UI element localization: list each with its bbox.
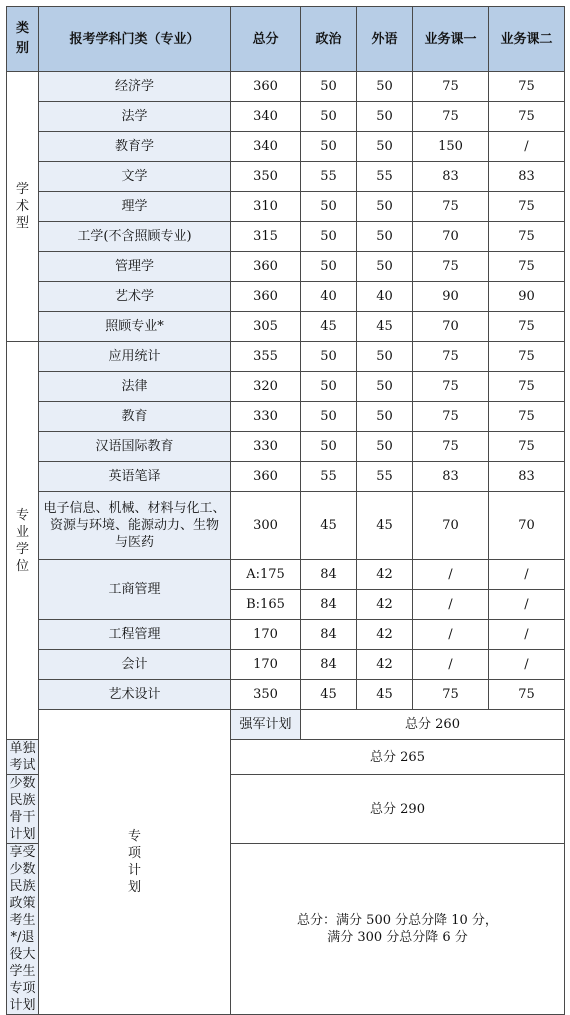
politics-cell: 84 bbox=[301, 590, 357, 620]
politics-cell: 45 bbox=[301, 312, 357, 342]
course1-cell: 75 bbox=[413, 252, 489, 282]
subject-line: 役大学生专项计划 bbox=[9, 947, 36, 1013]
politics-cell: 50 bbox=[301, 372, 357, 402]
politics-cell: 50 bbox=[301, 432, 357, 462]
table-row bbox=[7, 132, 565, 162]
foreign-cell: 50 bbox=[357, 402, 413, 432]
course1-cell: / bbox=[413, 620, 489, 650]
politics-cell: 55 bbox=[301, 462, 357, 492]
subject-cell: 应用统计 bbox=[39, 342, 231, 372]
foreign-cell: 45 bbox=[357, 312, 413, 342]
course1-cell: 90 bbox=[413, 282, 489, 312]
course2-cell: / bbox=[489, 590, 565, 620]
header-politics: 政治 bbox=[301, 7, 357, 72]
foreign-cell: 42 bbox=[357, 560, 413, 590]
subject-cell: 艺术学 bbox=[39, 282, 231, 312]
table-row bbox=[7, 192, 565, 222]
total-cell: 340 bbox=[231, 102, 301, 132]
foreign-cell: 45 bbox=[357, 680, 413, 710]
table-row bbox=[7, 462, 565, 492]
header-category: 类别 bbox=[7, 7, 39, 72]
course1-cell: 70 bbox=[413, 222, 489, 252]
subject-cell: 照顾专业* bbox=[39, 312, 231, 342]
course1-cell: 75 bbox=[413, 72, 489, 102]
course1-cell: / bbox=[413, 590, 489, 620]
header-foreign-language: 外语 bbox=[357, 7, 413, 72]
total-cell: 320 bbox=[231, 372, 301, 402]
subject-line: 电子信息、机械、材料与化工、 bbox=[43, 501, 226, 516]
table-row bbox=[7, 492, 565, 560]
table-row bbox=[7, 402, 565, 432]
course2-cell: 75 bbox=[489, 342, 565, 372]
category-special: 专项计划 bbox=[39, 710, 231, 1015]
politics-cell: 84 bbox=[301, 650, 357, 680]
politics-cell: 50 bbox=[301, 192, 357, 222]
foreign-cell: 50 bbox=[357, 222, 413, 252]
table-row bbox=[7, 620, 565, 650]
subject-cell: 理学 bbox=[39, 192, 231, 222]
total-cell: 360 bbox=[231, 462, 301, 492]
course1-cell: 83 bbox=[413, 462, 489, 492]
course1-cell: 75 bbox=[413, 432, 489, 462]
foreign-cell: 50 bbox=[357, 132, 413, 162]
table-row bbox=[7, 560, 565, 590]
total-cell: 310 bbox=[231, 192, 301, 222]
foreign-cell: 50 bbox=[357, 432, 413, 462]
course2-cell: 75 bbox=[489, 102, 565, 132]
course1-cell: 70 bbox=[413, 312, 489, 342]
politics-cell: 50 bbox=[301, 72, 357, 102]
course2-cell: / bbox=[489, 560, 565, 590]
course2-cell: / bbox=[489, 132, 565, 162]
subject-cell: 法学 bbox=[39, 102, 231, 132]
total-cell: 315 bbox=[231, 222, 301, 252]
course1-cell: 150 bbox=[413, 132, 489, 162]
course2-cell: 75 bbox=[489, 192, 565, 222]
table-row bbox=[7, 432, 565, 462]
note-line: 总分：满分 500 分总分降 10 分， bbox=[297, 913, 498, 928]
politics-cell: 50 bbox=[301, 252, 357, 282]
subject-cell: 法律 bbox=[39, 372, 231, 402]
course2-cell: 75 bbox=[489, 372, 565, 402]
subject-cell: 工学(不含照顾专业) bbox=[39, 222, 231, 252]
course2-cell: / bbox=[489, 620, 565, 650]
total-cell: B:165 bbox=[231, 590, 301, 620]
foreign-cell: 50 bbox=[357, 72, 413, 102]
course2-cell: 90 bbox=[489, 282, 565, 312]
total-cell: 350 bbox=[231, 680, 301, 710]
course1-cell: 83 bbox=[413, 162, 489, 192]
foreign-cell: 50 bbox=[357, 342, 413, 372]
subject-cell: 单独考试 bbox=[7, 740, 39, 775]
course1-cell: 75 bbox=[413, 102, 489, 132]
category-academic: 学术型 bbox=[7, 72, 39, 342]
course2-cell: 75 bbox=[489, 72, 565, 102]
politics-cell: 45 bbox=[301, 492, 357, 560]
course1-cell: 75 bbox=[413, 372, 489, 402]
course2-cell: 75 bbox=[489, 312, 565, 342]
subject-cell-engineering bbox=[39, 492, 231, 560]
table-row bbox=[7, 282, 565, 312]
header-total: 总分 bbox=[231, 7, 301, 72]
course1-cell: 75 bbox=[413, 342, 489, 372]
course1-cell: 75 bbox=[413, 192, 489, 222]
subject-cell: 艺术设计 bbox=[39, 680, 231, 710]
total-cell: 330 bbox=[231, 402, 301, 432]
total-cell: 360 bbox=[231, 252, 301, 282]
subject-line: 与医药 bbox=[114, 535, 154, 550]
course1-cell: 70 bbox=[413, 492, 489, 560]
foreign-cell: 42 bbox=[357, 650, 413, 680]
total-cell: 170 bbox=[231, 650, 301, 680]
course1-cell: / bbox=[413, 560, 489, 590]
politics-cell: 50 bbox=[301, 102, 357, 132]
foreign-cell: 50 bbox=[357, 192, 413, 222]
subject-cell: 汉语国际教育 bbox=[39, 432, 231, 462]
total-cell: A:175 bbox=[231, 560, 301, 590]
foreign-cell: 42 bbox=[357, 590, 413, 620]
course2-cell: 75 bbox=[489, 222, 565, 252]
header-course-1: 业务课一 bbox=[413, 7, 489, 72]
politics-cell: 50 bbox=[301, 402, 357, 432]
header-subject: 报考学科门类（专业） bbox=[39, 7, 231, 72]
total-cell: 305 bbox=[231, 312, 301, 342]
politics-cell: 84 bbox=[301, 560, 357, 590]
course2-cell: / bbox=[489, 650, 565, 680]
note-cell: 总分 265 bbox=[231, 740, 565, 775]
foreign-cell: 50 bbox=[357, 252, 413, 282]
subject-cell: 教育学 bbox=[39, 132, 231, 162]
table-row bbox=[7, 222, 565, 252]
course2-cell: 70 bbox=[489, 492, 565, 560]
course2-cell: 75 bbox=[489, 680, 565, 710]
subject-line: 资源与环境、能源动力、生物 bbox=[49, 518, 219, 533]
subject-cell: 英语笔译 bbox=[39, 462, 231, 492]
subject-cell-veterans bbox=[7, 844, 39, 1015]
politics-cell: 50 bbox=[301, 222, 357, 252]
subject-cell: 文学 bbox=[39, 162, 231, 192]
foreign-cell: 45 bbox=[357, 492, 413, 560]
total-cell: 350 bbox=[231, 162, 301, 192]
table-row bbox=[7, 650, 565, 680]
foreign-cell: 40 bbox=[357, 282, 413, 312]
table-row bbox=[7, 72, 565, 102]
total-cell: 355 bbox=[231, 342, 301, 372]
table-row bbox=[7, 102, 565, 132]
politics-cell: 50 bbox=[301, 132, 357, 162]
subject-cell: 少数民族骨干计划 bbox=[7, 775, 39, 844]
politics-cell: 55 bbox=[301, 162, 357, 192]
table-row bbox=[7, 252, 565, 282]
course1-cell: / bbox=[413, 650, 489, 680]
foreign-cell: 50 bbox=[357, 102, 413, 132]
subject-cell: 教育 bbox=[39, 402, 231, 432]
score-requirements-table bbox=[6, 6, 565, 1015]
total-cell: 360 bbox=[231, 72, 301, 102]
course1-cell: 75 bbox=[413, 680, 489, 710]
total-cell: 300 bbox=[231, 492, 301, 560]
politics-cell: 45 bbox=[301, 680, 357, 710]
table-row bbox=[7, 680, 565, 710]
subject-cell: 强军计划 bbox=[231, 710, 301, 740]
note-line: 满分 300 分总分降 6 分 bbox=[327, 930, 468, 945]
course2-cell: 75 bbox=[489, 252, 565, 282]
foreign-cell: 55 bbox=[357, 462, 413, 492]
category-professional: 专业学位 bbox=[7, 342, 39, 740]
course2-cell: 83 bbox=[489, 162, 565, 192]
subject-cell-mba: 工商管理 bbox=[39, 560, 231, 620]
total-cell: 360 bbox=[231, 282, 301, 312]
total-cell: 170 bbox=[231, 620, 301, 650]
header-course-2: 业务课二 bbox=[489, 7, 565, 72]
table-row bbox=[7, 342, 565, 372]
subject-cell: 会计 bbox=[39, 650, 231, 680]
total-cell: 340 bbox=[231, 132, 301, 162]
note-cell: 总分 290 bbox=[231, 775, 565, 844]
table-row bbox=[7, 372, 565, 402]
subject-cell: 经济学 bbox=[39, 72, 231, 102]
foreign-cell: 50 bbox=[357, 372, 413, 402]
politics-cell: 50 bbox=[301, 342, 357, 372]
total-cell: 330 bbox=[231, 432, 301, 462]
foreign-cell: 55 bbox=[357, 162, 413, 192]
note-cell: 总分 260 bbox=[301, 710, 565, 740]
subject-cell: 工程管理 bbox=[39, 620, 231, 650]
subject-cell: 管理学 bbox=[39, 252, 231, 282]
table-row bbox=[7, 312, 565, 342]
note-cell bbox=[231, 844, 565, 1015]
course2-cell: 75 bbox=[489, 402, 565, 432]
course1-cell: 75 bbox=[413, 402, 489, 432]
table-row bbox=[7, 162, 565, 192]
foreign-cell: 42 bbox=[357, 620, 413, 650]
politics-cell: 84 bbox=[301, 620, 357, 650]
politics-cell: 40 bbox=[301, 282, 357, 312]
table-row bbox=[7, 710, 565, 740]
course2-cell: 83 bbox=[489, 462, 565, 492]
subject-line: 享受少数民族政策考生*/退 bbox=[9, 845, 36, 945]
course2-cell: 75 bbox=[489, 432, 565, 462]
header-row bbox=[7, 7, 565, 72]
score-table-wrapper bbox=[6, 6, 565, 1015]
